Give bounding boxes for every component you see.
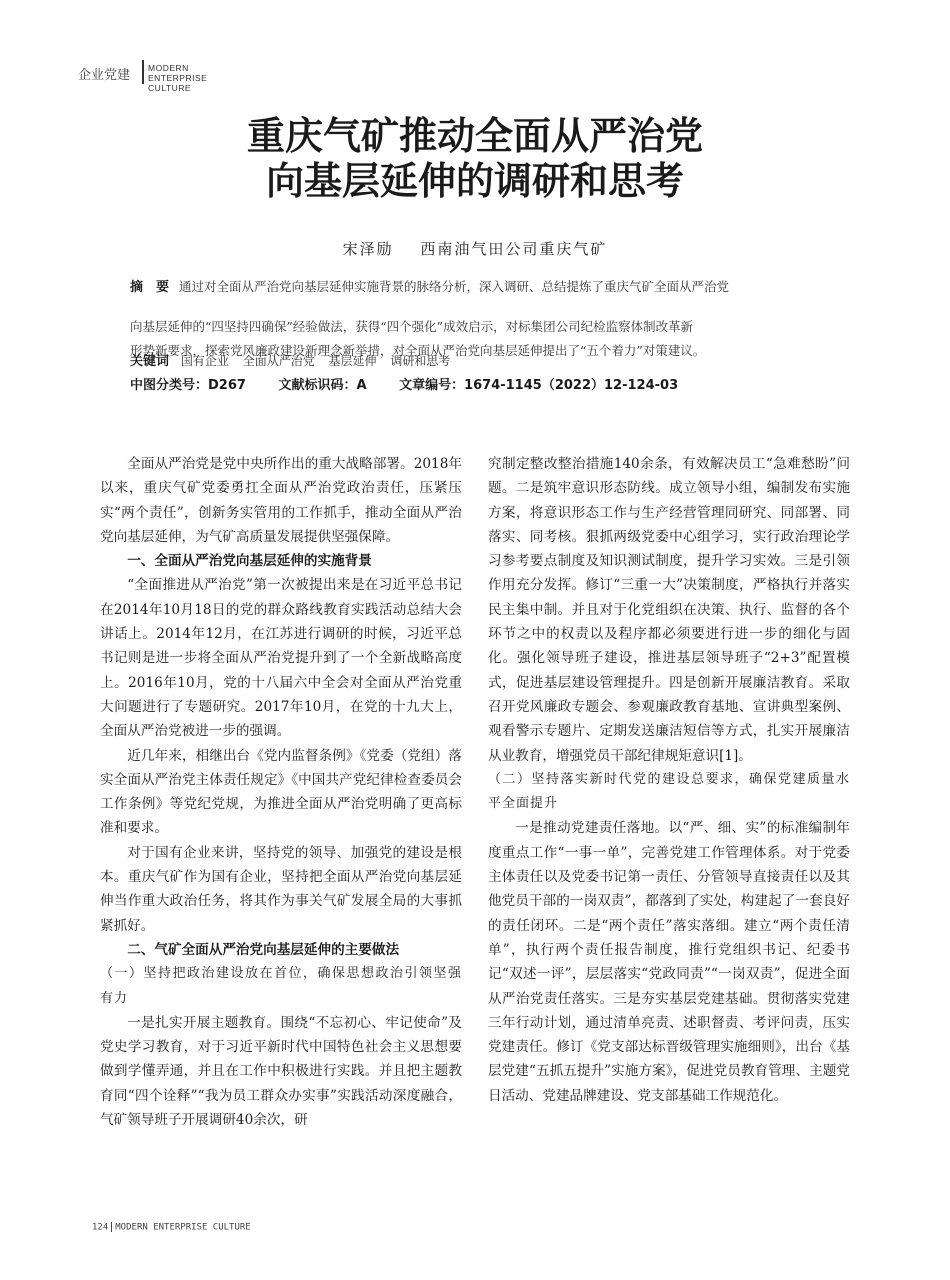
body-column-left <box>100 452 462 1132</box>
keyword-item: 基层延伸 <box>328 354 377 368</box>
article-title-line1: 重庆气矿推动全面从严治党 <box>246 114 703 158</box>
section-label: 企业党建 <box>78 68 131 83</box>
article-number: 文章编号：1674-1145（2022）12-124-03 <box>399 378 679 393</box>
journal-name-line2: CULTURE <box>148 83 192 93</box>
paragraph: 全面从严治党是党中央所作出的重大战略部署。2018年以来，重庆气矿党委勇扛全面从严治党政治责任，压紧压实“两个责任”，创新务实管用的工作抓手，推动全面从严治党向基层延伸，为气矿高质量发展提供坚强保障。 <box>100 456 462 545</box>
abstract-line1: 摘 要 通过对全面从严治党向基层延伸实施背景的脉络分析，深入调研、总结提炼了重庆气矿全面从严治党 <box>130 279 730 295</box>
paragraph: 对于国有企业来讲，坚持党的领导、加强党的建设是根本。重庆气矿作为国有企业，坚持把全面从严治党向基层延伸当作重大政治任务，将其作为事关气矿发展全局的大事抓紧抓好。 <box>100 844 462 934</box>
page-number: 124 <box>92 1222 109 1233</box>
clc-number: 中图分类号：D267 <box>130 378 246 393</box>
author-name: 宋泽励 <box>342 240 394 258</box>
keywords-label: 关键词 <box>130 354 170 369</box>
abstract-line3: 形势新要求，探索党风廉政建设新理念新举措，对全面从严治党向基层延伸提出了“五个着力”对策建议。 <box>130 343 706 358</box>
keywords <box>130 350 460 369</box>
keyword-item: 全面从严治党 <box>242 354 315 368</box>
keyword-item: 国有企业 <box>180 354 229 368</box>
document-code: 文献标识码：A <box>278 378 367 393</box>
paragraph: “全面推进从严治党”第一次被提出来是在习近平总书记在2014年10月18日的党的群众路线教育实践活动总结大会讲话上。2014年12月，在江苏进行调研的时候，习近平总书记则是进一步将全面从严治党提升到了一个全新战略高度上。2016年10月，党的十八届六中全会对全面从严治党重大问题进行了专题研究。2017年10月，在党的十九大上，全面从严治党被进一步的强调。 <box>100 577 462 740</box>
body-column-right <box>488 452 850 1108</box>
abstract-line2: 向基层延伸的“四坚持四确保”经验做法，获得“四个强化”成效启示，对标集团公司纪检监察体制改革新 <box>130 319 694 334</box>
header-divider <box>142 60 144 84</box>
page-footer <box>92 1222 251 1233</box>
footer-divider <box>111 1222 112 1232</box>
subsection-heading-1: （一）坚持把政治建设放在首位，确保思想政治引领坚强有力 <box>100 966 462 1006</box>
author-affiliation: 西南油气田公司重庆气矿 <box>420 240 608 258</box>
paragraph: 近几年来，相继出台《党内监督条例》《党委（党组）落实全面从严治党主体责任规定》《中国共产党纪律检查委员会工作条例》等党纪党规，为推进全面从严治党明确了更高标准和要求。 <box>100 747 462 837</box>
abstract-label: 摘 要 <box>130 280 170 295</box>
journal-name <box>148 63 207 93</box>
author-line <box>0 238 950 259</box>
footer-journal: MODERN ENTERPRISE CULTURE <box>115 1222 251 1233</box>
section-heading-2: 二、气矿全面从严治党向基层延伸的主要做法 <box>127 941 400 958</box>
paragraph: 一是推动党建责任落地。以“严、细、实”的标准编制年度重点工作“一事一单”，完善党建工作管理体系。对于党委主体责任以及党委书记第一责任、分管领导直接责任以及其他党员干部的一岗双责”，都落到了实处，构建起了一套良好的责任闭环。二是“两个责任”落实落细。建立“两个责任清单”，执行两个责任报告制度，推行党组织书记、纪委书记“双述一评”，层层落实“党政同责”“一岗双责”，促进全面从严治党责任落实。三是夯实基层党建基础。贯彻落实党建三年行动计划，通过清单亮责、述职督责、考评问责，压实党建责任。修订《党支部达标晋级管理实施细则》，出台《基层党建“五抓五提升”实施方案》，促进党员教育管理、主题党日活动、党建品牌建设、党支部基础工作规范化。 <box>488 820 850 1104</box>
section-heading-1: 一、全面从严治党向基层延伸的实施背景 <box>127 553 372 570</box>
article-title-line2: 向基层延伸的调研和思考 <box>265 159 684 203</box>
subsection-heading-2: （二）坚持落实新时代党的建设总要求，确保党建质量水平全面提升 <box>488 771 850 812</box>
journal-name-line1: MODERN ENTERPRISE <box>148 63 208 83</box>
paragraph: 一是扎实开展主题教育。围绕“不忘初心、牢记使命”及党史学习教育，对于习近平新时代中国特色社会主义思想要做到学懂弄通，并且在工作中积极进行实践。并且把主题教育同“四个诠释”“我为员工群众办实事”实践活动深度融合，气矿领导班子开展调研40余次，研 <box>100 1014 462 1129</box>
classification-line <box>130 374 706 393</box>
paragraph: 究制定整改整治措施140余条，有效解决员工“急难愁盼”问题。二是筑牢意识形态防线。成立领导小组，编制发布实施方案，将意识形态工作与生产经营管理同研究、同部署、同落实、同考核。狠抓两级党委中心组学习，实行政治理论学习参考要点制度及知识测试制度，提升学习实效。三是引领作用充分发挥。修订“三重一大”决策制度，严格执行并落实民主集中制。并且对于化党组织在决策、执行、监督的各个环节之中的权责以及程序都必须要进行进一步的细化与固化。强化领导班子建设，推进基层领导班子“2+3”配置模式，促进基层建设管理提升。四是创新开展廉洁教育。采取召开党风廉政专题会、参观廉政教育基地、宣讲典型案例、观看警示专题片、定期发送廉洁短信等方式，扎实开展廉洁从业教育，增强党员干部纪律规矩意识[1]。 <box>488 456 850 764</box>
keyword-item: 调研和思考 <box>390 354 451 368</box>
